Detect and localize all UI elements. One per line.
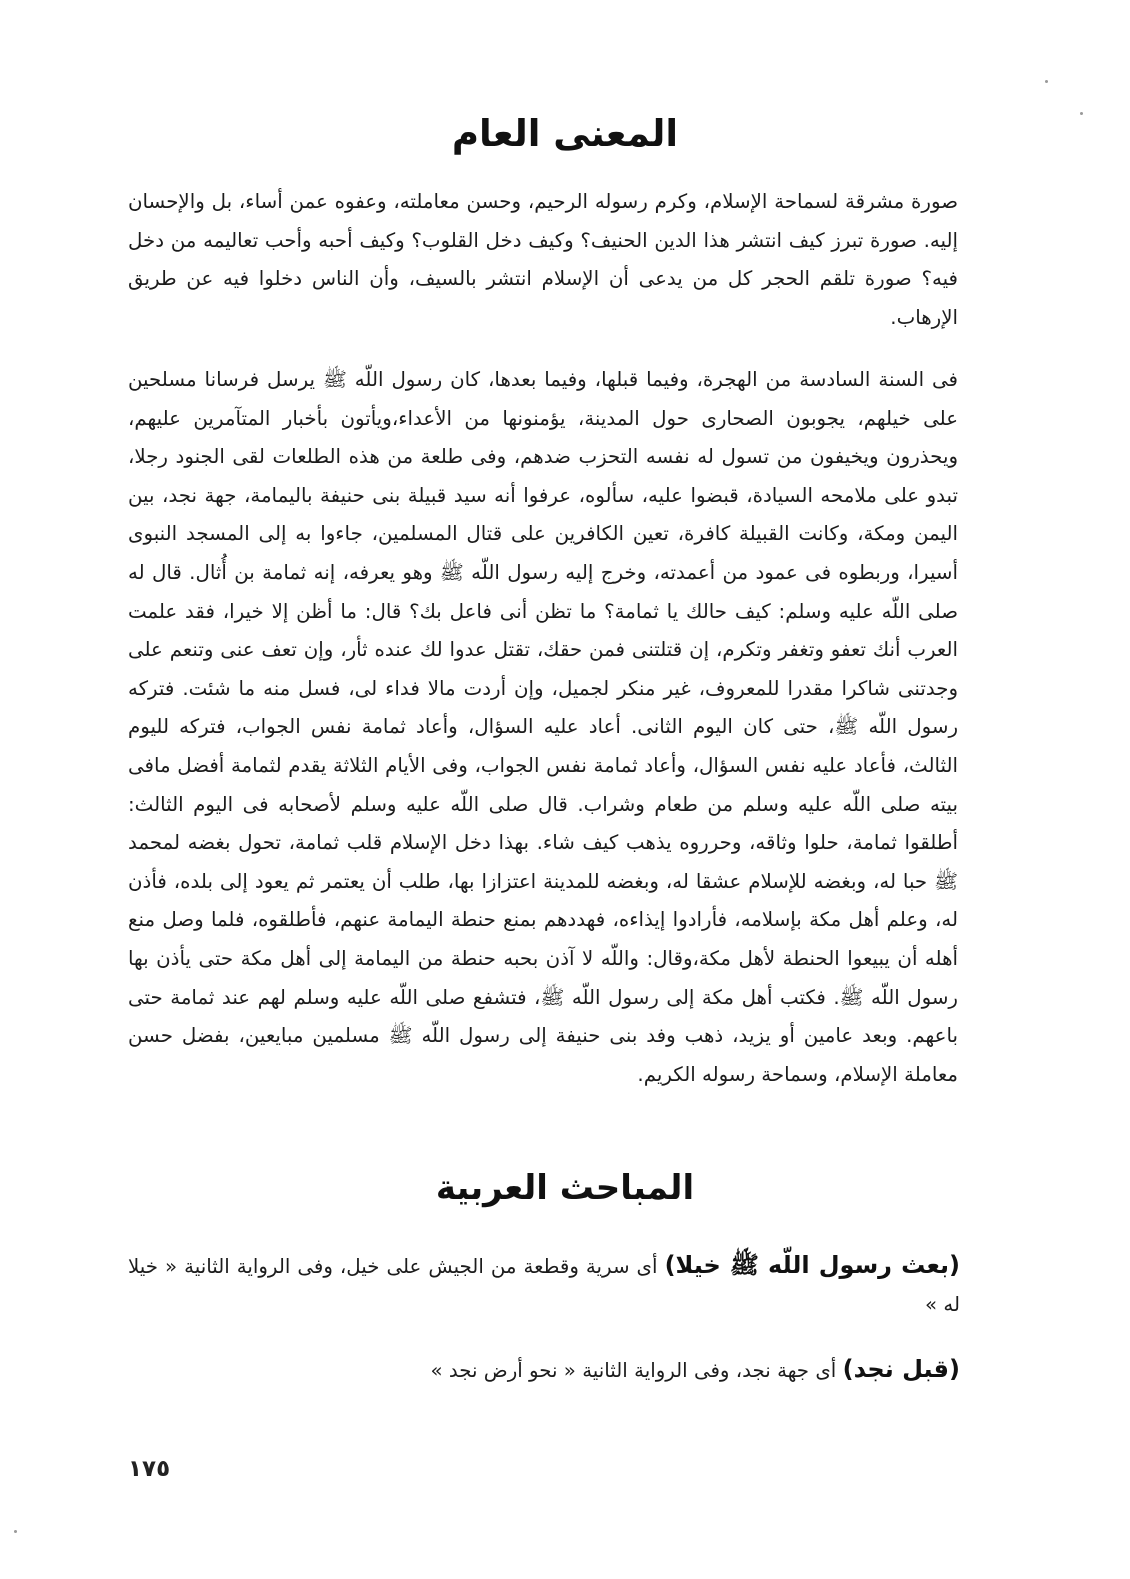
entry-explanation: أى جهة نجد، وفى الرواية الثانية « نحو أرض نجد »: [430, 1359, 843, 1382]
scan-speck: [1045, 80, 1048, 83]
vocabulary-entry: [128, 1350, 960, 1390]
vocabulary-entry: [128, 1246, 960, 1324]
scan-speck: [1080, 112, 1083, 115]
page-number: ١٧٥: [128, 1456, 171, 1482]
entry-term: (قبل نجد): [842, 1355, 960, 1383]
entry-explanation: أى سرية وقطعة من الجيش على خيل، وفى الرواية الثانية « خيلا له »: [128, 1255, 960, 1316]
section-title-general-meaning: المعنى العام: [451, 112, 679, 155]
scan-speck: [14, 1530, 17, 1533]
story-paragraph: فى السنة السادسة من الهجرة، وفيما قبلها، وفيما بعدها، كان رسول اللّه ﷺ يرسل فرسانا مسلحين على خيلهم، يجوبون الصحارى حول المدينة، يؤمنونها من الأعداء،ويأتون بأخبار المتآمرين عليهم، ويحذرون ويخيفون من تسول له نفسه التحزب ضدهم، وفى طلعة من هذه الطلعات لقى الجنود رجلا، تبدو على ملامحه السيادة، قبضوا عليه، سألوه، عرفوا أنه سيد قبيلة بنى حنيفة باليمامة، جهة نجد، بين اليمن ومكة، وكانت القبيلة كافرة، تعين الكافرين على قتال المسلمين، جاءوا به إلى المسجد النبوى أسيرا، وربطوه فى عمود من أعمدته، وخرج إليه رسول اللّه ﷺ وهو يعرفه، إنه ثمامة بن أُثال. قال له صلى اللّه عليه وسلم: كيف حالك يا ثمامة؟ ما تظن أنى فاعل بك؟ قال: ما أظن إلا خيرا، فقد علمت العرب أنك تعفو وتغفر وتكرم، إن قتلتنى فمن حقك، تقتل عدوا لك عنده ثأر، وإن تعف عنى وتنعم على وجدتنى شاكرا مقدرا للمعروف، غير منكر لجميل، وإن أردت مالا فداء لى، فسل منه ما شئت. فتركه رسول اللّه ﷺ، حتى كان اليوم الثانى. أعاد عليه السؤال، وأعاد ثمامة نفس الجواب، فتركه لليوم الثالث، فأعاد عليه نفس السؤال، وأعاد ثمامة نفس الجواب، وفى الأيام الثلاثة يقدم لثمامة أفضل مافى بيته صلى اللّه عليه وسلم من طعام وشراب. قال صلى اللّه عليه وسلم لأصحابه فى اليوم الثالث: أطلقوا ثمامة، حلوا وثاقه، وحرروه يذهب كيف شاء. بهذا دخل الإسلام قلب ثمامة، تحول بغضه لمحمد ﷺ حبا له، وبغضه للإسلام عشقا له، وبغضه للمدينة اعتزازا بها، طلب أن يعتمر ثم يعود إلى بلده، فأذن له، وعلم أهل مكة بإسلامه، فأرادوا إيذاءه، فهددهم بمنع حنطة اليمامة عنهم، فأطلقوه، فلما وصل منع أهله أن يبيعوا الحنطة لأهل مكة،وقال: واللّه لا آذن بحبه حنطة من اليمامة إلى أهل مكة حتى يأذن بها رسول اللّه ﷺ. فكتب أهل مكة إلى رسول اللّه ﷺ، فتشفع صلى اللّه عليه وسلم لهم عند ثمامة حتى باعهم. وبعد عامين أو يزيد، ذهب وفد بنى حنيفة إلى رسول اللّه ﷺ مسلمين مبايعين، بفضل حسن معاملة الإسلام، وسماحة رسوله الكريم.: [128, 368, 958, 1086]
entry-term: (بعث رسول اللّه ﷺ خيلا): [664, 1251, 961, 1279]
section-title-arabic-studies: المباحث العربية: [435, 1168, 695, 1208]
intro-paragraph: صورة مشرقة لسماحة الإسلام، وكرم رسوله الرحيم، وحسن معاملته، وعفوه عمن أساء، بل والإحسان إليه. صورة تبرز كيف انتشر هذا الدين الحنيف؟ وكيف دخل القلوب؟ وكيف أحبه وأحب تعاليمه من دخل فيه؟ صورة تلقم الحجر كل من يدعى أن الإسلام انتشر بالسيف، وأن الناس دخلوا فيه عن طريق الإرهاب.: [128, 190, 958, 329]
